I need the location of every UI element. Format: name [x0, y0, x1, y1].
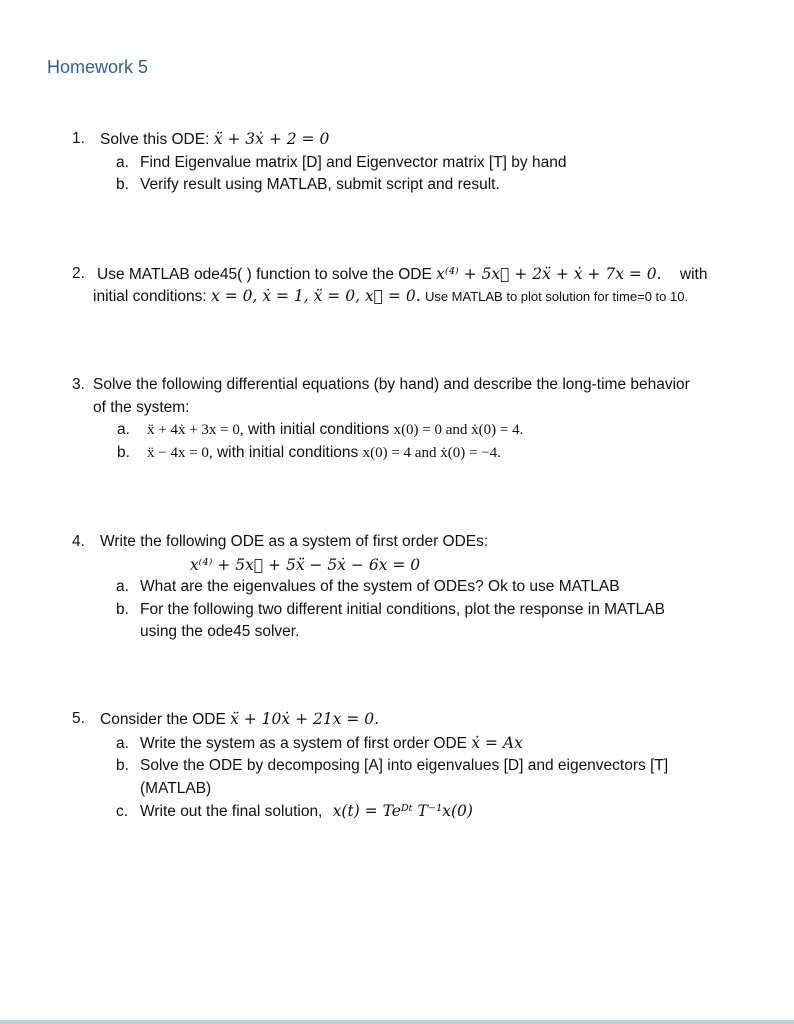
question-number: 3.	[72, 376, 85, 393]
subitem-a	[100, 152, 566, 175]
ode-equation: ẍ − 4x = 0,	[147, 444, 213, 461]
state-equation: ẋ = Ax	[471, 733, 523, 752]
ode-equation: ẍ + 4ẋ + 3x = 0,	[147, 422, 244, 438]
subitem-b	[100, 599, 740, 622]
subitem-label: a.	[116, 578, 129, 595]
subitem-b-continued: using the ode45 solver.	[140, 623, 300, 640]
ode-equation: ẍ + 3ẋ + 2 = 0	[213, 130, 330, 148]
subitem-label: b.	[116, 600, 129, 618]
subitem-b	[100, 174, 566, 197]
question-1	[72, 128, 772, 198]
prompt-text: Consider the ODE	[100, 711, 226, 728]
ode-equation: x⁽⁴⁾ + 5x⃛ + 2ẍ + ẋ + 7x = 0.	[436, 265, 662, 283]
ode-equation: ẍ + 10ẋ + 21x = 0.	[230, 710, 380, 728]
question-5	[72, 708, 772, 828]
subitem-label: a.	[116, 153, 129, 171]
subitem-a	[93, 419, 690, 442]
subitem-text: Solve the ODE by decomposing [A] into eigenvalues [D] and eigenvectors [T]	[140, 757, 669, 774]
subitem-text: Write out the final solution,	[140, 803, 323, 820]
prompt-text: Solve this ODE:	[100, 131, 210, 148]
subitem-text: What are the eigenvalues of the system of ODEs? Ok to use MATLAB	[140, 578, 620, 595]
prompt-text-with: with	[679, 266, 708, 283]
prompt-text: Use MATLAB ode45( ) function to solve the ODE	[97, 266, 432, 283]
question-number: 4.	[72, 533, 85, 550]
subitem-label: c.	[116, 803, 129, 820]
question-2-line-1	[97, 263, 707, 287]
subitem-text: with initial conditions	[247, 421, 390, 438]
subitem-label: b.	[116, 757, 129, 774]
subitem-label: a.	[117, 421, 130, 438]
subitem-b-continued: (MATLAB)	[140, 779, 212, 797]
subitem-label: b.	[117, 443, 130, 461]
question-4	[72, 531, 772, 646]
subitem-b	[100, 755, 668, 778]
plot-instruction: Use MATLAB to plot solution for time=0 to 10.	[424, 289, 689, 304]
question-number: 1.	[72, 130, 85, 147]
subitem-a	[100, 576, 740, 599]
subitem-text: Find Eigenvalue matrix [D] and Eigenvector matrix [T] by hand	[140, 153, 567, 171]
subitem-text: with initial conditions	[216, 443, 359, 461]
prompt-text: Write the following ODE as a system of first order ODEs:	[100, 533, 489, 550]
subitem-a	[100, 732, 668, 756]
initial-conditions: x(0) = 4 and ẋ(0) = −4.	[362, 444, 501, 461]
subitem-text: Write the system as a system of first order ODE	[140, 734, 468, 752]
page-title: Homework 5	[47, 57, 149, 77]
subitem-c	[100, 800, 668, 824]
question-5-prompt	[100, 708, 668, 732]
subitem-label: b.	[116, 176, 129, 193]
prompt-text: of the system:	[93, 398, 190, 416]
question-2	[72, 263, 772, 311]
question-number: 2.	[72, 265, 85, 282]
prompt-text: Solve the following differential equations (by hand) and describe the long-time behavior	[93, 376, 690, 393]
subitem-text: For the following two different initial conditions, plot the response in MATLAB	[140, 600, 665, 618]
question-number: 5.	[72, 710, 85, 727]
ode-equation: x⁽⁴⁾ + 5x⃛ + 5ẍ − 5ẋ − 6x = 0	[189, 555, 421, 574]
question-1-prompt	[100, 128, 566, 152]
initial-conditions: x = 0, ẋ = 1, ẍ = 0, x⃛ = 0.	[211, 287, 421, 305]
final-solution-equation: x(t) = Teᴰᵗ T⁻¹x(0)	[332, 802, 473, 820]
subitem-text: Verify result using MATLAB, submit script and result.	[140, 176, 500, 193]
prompt-text: initial conditions:	[93, 288, 207, 305]
initial-conditions: x(0) = 0 and ẋ(0) = 4.	[393, 422, 524, 438]
question-2-line-2	[93, 285, 688, 309]
subitem-label: a.	[116, 734, 129, 752]
question-3	[72, 374, 772, 466]
subitem-b	[93, 442, 690, 465]
page-bottom-edge	[0, 1020, 794, 1024]
